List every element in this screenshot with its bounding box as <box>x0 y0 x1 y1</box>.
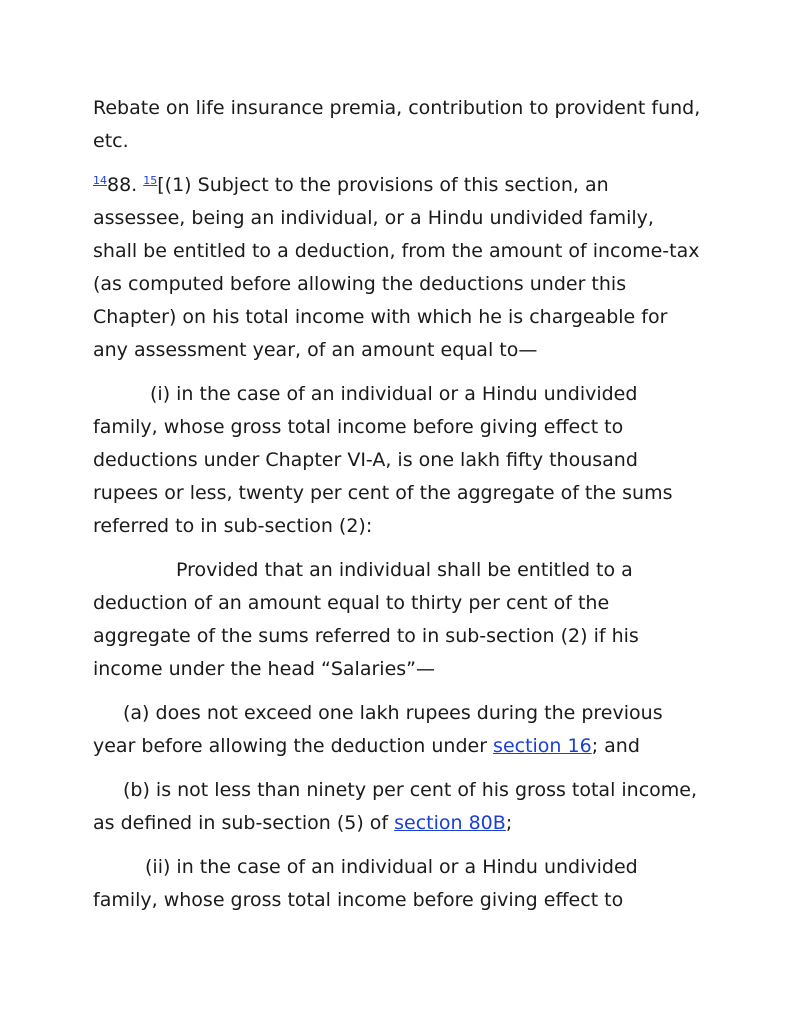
clause-a-text: (a) does not exceed one lakh rupees during the previous year before allowing the deduction under <box>93 702 663 757</box>
section-16-link[interactable]: section 16 <box>493 735 592 757</box>
subsection-1-text: [(1) Subject to the provisions of this section, an assessee, being an individual, or a Hindu undivided family, shall be entitled to a deduction, from the amount of income-tax (as computed before allowing the deductions under this Chapter) on his total income with which he is chargeable for any assessment year, of an amount equal to— <box>93 174 700 361</box>
footnote-link-15[interactable]: 15 <box>143 174 158 187</box>
clause-i: (i) in the case of an individual or a Hindu undivided family, whose gross total income before giving effect to deductions under Chapter VI-A, is one lakh fifty thousand rupees or less, twenty per cent of the aggregate of the sums referred to in sub-section (2): <box>93 383 673 537</box>
section-heading: Rebate on life insurance premia, contribution to provident fund, etc. <box>93 97 701 152</box>
section-88-subsection-1 <box>93 169 703 367</box>
section-number: 88. <box>107 174 138 196</box>
clause-b-suffix: ; <box>505 812 513 834</box>
section-80b-link[interactable]: section 80B <box>394 812 506 834</box>
footnote-link-14[interactable]: 14 <box>93 174 107 187</box>
clause-b <box>93 774 703 840</box>
clause-b-text: (b) is not less than ninety per cent of his gross total income, as defined in sub-section (5) of <box>93 779 698 834</box>
footnote-ref-14[interactable] <box>93 174 107 187</box>
footnote-ref-15[interactable] <box>143 174 157 187</box>
clause-a-suffix: ; and <box>591 735 640 757</box>
proviso: Provided that an individual shall be entitled to a deduction of an amount equal to thirty per cent of the aggregate of the sums referred to in sub-section (2) if his income under the head “Salaries”— <box>93 559 639 680</box>
document-page <box>93 92 703 917</box>
clause-a <box>93 697 703 763</box>
clause-ii: (ii) in the case of an individual or a Hindu undivided family, whose gross total income before giving effect to <box>93 856 638 911</box>
